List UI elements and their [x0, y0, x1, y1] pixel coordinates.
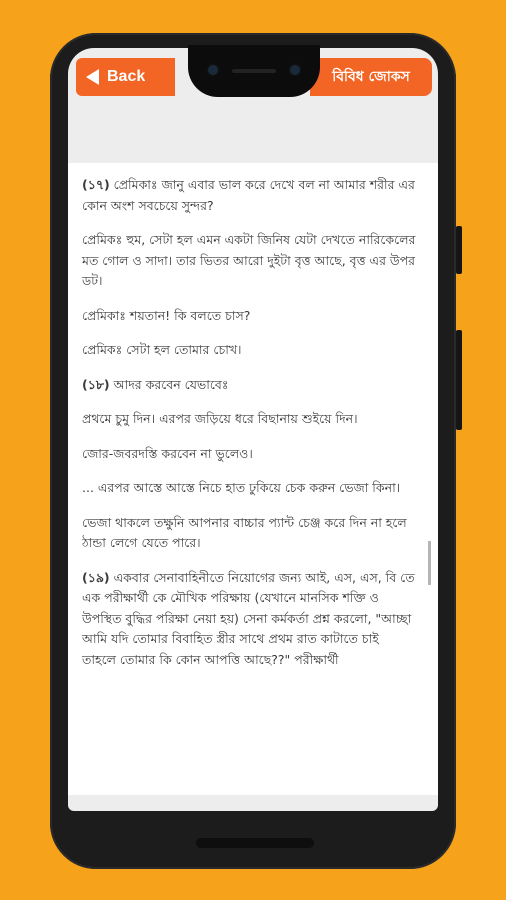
joke-text: প্রেমিকাঃ জানু এবার ভাল করে দেখে বল না আমার শরীর এর কোন অংশ সবচেয়ে সুন্দর?	[82, 177, 415, 213]
scrollbar[interactable]	[428, 541, 431, 585]
joke-paragraph	[82, 375, 416, 396]
joke-text: আদর করবেন যেভাবেঃ	[109, 376, 229, 392]
joke-paragraph	[82, 513, 416, 554]
back-button[interactable]	[76, 58, 175, 96]
phone-side-button	[456, 330, 462, 430]
front-camera	[208, 65, 218, 75]
joke-paragraph	[82, 444, 416, 465]
joke-paragraph	[82, 175, 416, 216]
camera-notch	[188, 45, 320, 97]
joke-number: (১৯)	[82, 569, 110, 585]
back-arrow-icon	[86, 69, 99, 85]
joke-text: ভেজা থাকলে তক্ষুনি আপনার বাচ্চার প্যান্ট চেঞ্জ করে দিন না হলে ঠান্ডা লেগে যেতে পারে।	[82, 514, 407, 550]
joke-number: (১৮)	[82, 376, 110, 392]
joke-paragraph	[82, 306, 416, 327]
joke-text: প্রেমিকঃ সেটা হল তোমার চোখ।	[82, 342, 242, 357]
earpiece-speaker	[232, 69, 276, 73]
front-sensor	[290, 65, 300, 75]
page-title: বিবিধ জোকস	[310, 58, 432, 96]
joke-text: জোর-জবরদস্তি করবেন না ভুলেও।	[82, 445, 253, 461]
joke-text: একবার সেনাবাহিনীতে নিয়োগের জন্য আই, এস, এস, বি তে এক পরীক্ষার্থী কে মৌখিক পরিক্ষায় (যেখানে মানসিক শক্তি ও উপস্থিত বুদ্ধির পরিক্ষা নেয়া হয়) সেনা কর্মকর্তা প্রশ্ন করলো, "আচ্ছা আমি যদি তোমার বিবাহিত স্ত্রীর সাথে প্রথম রাত কাটাতে চাই তাহলে তোমার কি কোন আপত্তি আছে??" পরীক্ষার্থী	[82, 569, 415, 667]
home-indicator	[196, 838, 314, 848]
joke-text: ... এরপর আস্তে আস্তে নিচে হাত ঢুকিয়ে চেক করুন ভেজা কিনা।	[82, 480, 401, 495]
joke-number: (১৭)	[82, 177, 110, 192]
jokes-content[interactable]	[68, 163, 438, 795]
joke-paragraph	[82, 478, 416, 499]
joke-text: প্রেমিকাঃ শয়তান! কি বলতে চাস?	[82, 307, 251, 323]
joke-text: প্রথমে চুমু দিন। এরপর জড়িয়ে ধরে বিছানায় শুইয়ে দিন।	[82, 411, 358, 426]
back-button-label: Back	[107, 68, 146, 85]
joke-paragraph	[82, 230, 416, 292]
joke-paragraph	[82, 409, 416, 430]
jokes-text-list	[68, 163, 438, 670]
joke-paragraph	[82, 568, 416, 671]
joke-paragraph	[82, 340, 416, 361]
joke-text: প্রেমিকঃ হুম, সেটা হল এমন একটা জিনিষ যেটা দেখতে নারিকেলের মত গোল ও সাদা। তার ভিতর আরো দুইটা বৃত্ত আছে, বৃত্ত এর উপর ডট।	[82, 232, 416, 288]
phone-side-button	[456, 226, 462, 274]
